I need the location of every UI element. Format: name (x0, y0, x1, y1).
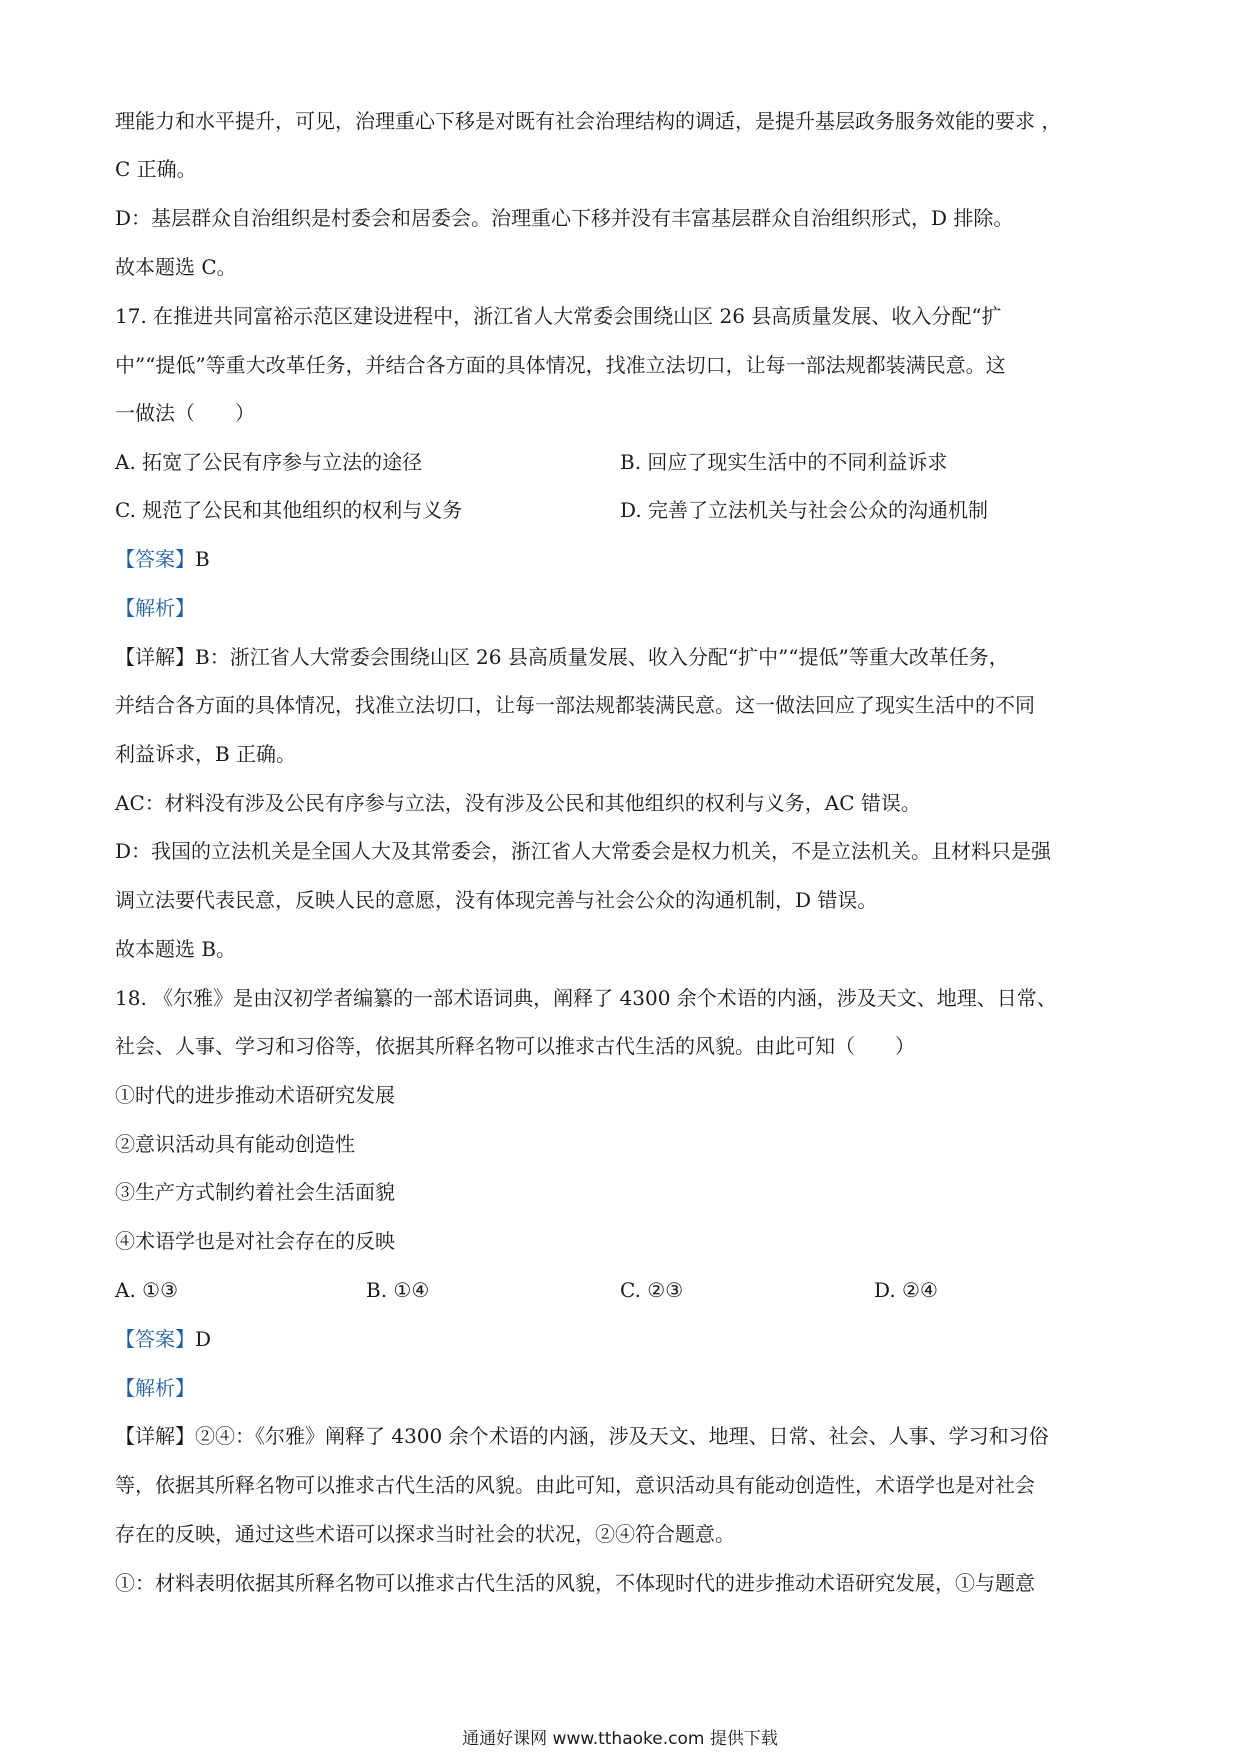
q18-stem-line: 18. 《尔雅》是由汉初学者编纂的一部术语词典，阐释了 4300 余个术语的内涵，涉及天文、地理、日常、 (115, 986, 1057, 1010)
q17-detail-line: 调立法要代表民意，反映人民的意愿，没有体现完善与社会公众的沟通机制，D 错误。 (115, 888, 878, 912)
q17-option-b: B. 回应了现实生活中的不同利益诉求 (620, 450, 948, 474)
q18-item: ③生产方式制约着社会生活面貌 (115, 1180, 395, 1204)
q17-stem-line: 17. 在推进共同富裕示范区建设进程中，浙江省人大常委会围绕山区 26 县高质量发展、收入分配“扩 (115, 304, 1002, 328)
q17-detail-line: 并结合各方面的具体情况，找准立法切口，让每一部法规都装满民意。这一做法回应了现实生活中的不同 (115, 693, 1035, 717)
q18-analysis-tag: 【解析】 (115, 1376, 195, 1400)
answer-value: D (195, 1327, 212, 1351)
q18-option-b: B. ①④ (366, 1278, 430, 1302)
q18-item: ④术语学也是对社会存在的反映 (115, 1229, 395, 1253)
page-footer: 通通好课网 www.tthaoke.com 提供下载 (462, 1729, 778, 1749)
intro-line: D：基层群众自治组织是村委会和居委会。治理重心下移并没有丰富基层群众自治组织形式，D 排除。 (115, 206, 1014, 230)
intro-line: 理能力和水平提升，可见，治理重心下移是对既有社会治理结构的调适，是提升基层政务服务效能的要求 ， (115, 109, 1062, 133)
q18-item: ②意识活动具有能动创造性 (115, 1132, 355, 1156)
q18-item: ①时代的进步推动术语研究发展 (115, 1083, 395, 1107)
q17-option-c: C. 规范了公民和其他组织的权利与义务 (115, 498, 463, 522)
q17-detail-line: AC：材料没有涉及公民有序参与立法，没有涉及公民和其他组织的权利与义务，AC 错误。 (115, 791, 921, 815)
q17-detail-line: D：我国的立法机关是全国人大及其常委会，浙江省人大常委会是权力机关，不是立法机关。且材料只是强 (115, 839, 1052, 863)
answer-tag: 【答案】 (115, 547, 195, 571)
answer-value: B (195, 547, 210, 571)
q17-option-d: D. 完善了立法机关与社会公众的沟通机制 (620, 498, 989, 522)
intro-line: C 正确。 (115, 157, 197, 181)
q18-detail-line: 存在的反映，通过这些术语可以探求当时社会的状况，②④符合题意。 (115, 1522, 735, 1546)
detail-tag: 【详解】 (115, 1424, 195, 1448)
q17-detail-line: 利益诉求，B 正确。 (115, 742, 297, 766)
q18-option-c: C. ②③ (620, 1278, 684, 1302)
q18-answer (115, 1326, 211, 1352)
detail-tag: 【详解】 (115, 645, 195, 669)
q17-detail-line (115, 644, 1009, 670)
q18-stem-line: 社会、人事、学习和习俗等，依据其所释名物可以推求古代生活的风貌。由此可知（ ） (115, 1034, 915, 1058)
q18-option-a: A. ①③ (115, 1278, 179, 1302)
q17-answer (115, 546, 210, 572)
detail-text: ②④：《尔雅》阐释了 4300 余个术语的内涵，涉及天文、地理、日常、社会、人事、学习和习俗 (195, 1424, 1049, 1448)
q17-analysis-tag: 【解析】 (115, 596, 195, 620)
q17-option-a: A. 拓宽了公民有序参与立法的途径 (115, 450, 423, 474)
q18-option-d: D. ②④ (874, 1278, 938, 1302)
q18-detail-line: ①：材料表明依据其所释名物可以推求古代生活的风貌，不体现时代的进步推动术语研究发展，①与题意 (115, 1571, 1035, 1595)
q17-stem-line: 一做法（ ） (115, 401, 255, 425)
q17-stem-line: 中”“提低”等重大改革任务，并结合各方面的具体情况，找准立法切口，让每一部法规都装满民意。这 (115, 353, 1006, 377)
q18-detail-line: 等，依据其所释名物可以推求古代生活的风貌。由此可知，意识活动具有能动创造性，术语学也是对社会 (115, 1473, 1035, 1497)
intro-conclusion: 故本题选 C。 (115, 255, 237, 279)
answer-tag: 【答案】 (115, 1327, 195, 1351)
q17-conclusion: 故本题选 B。 (115, 937, 237, 961)
detail-text: B：浙江省人大常委会围绕山区 26 县高质量发展、收入分配“扩中”“提低”等重大改革任务， (195, 645, 1009, 669)
q18-detail-line (115, 1423, 1049, 1449)
